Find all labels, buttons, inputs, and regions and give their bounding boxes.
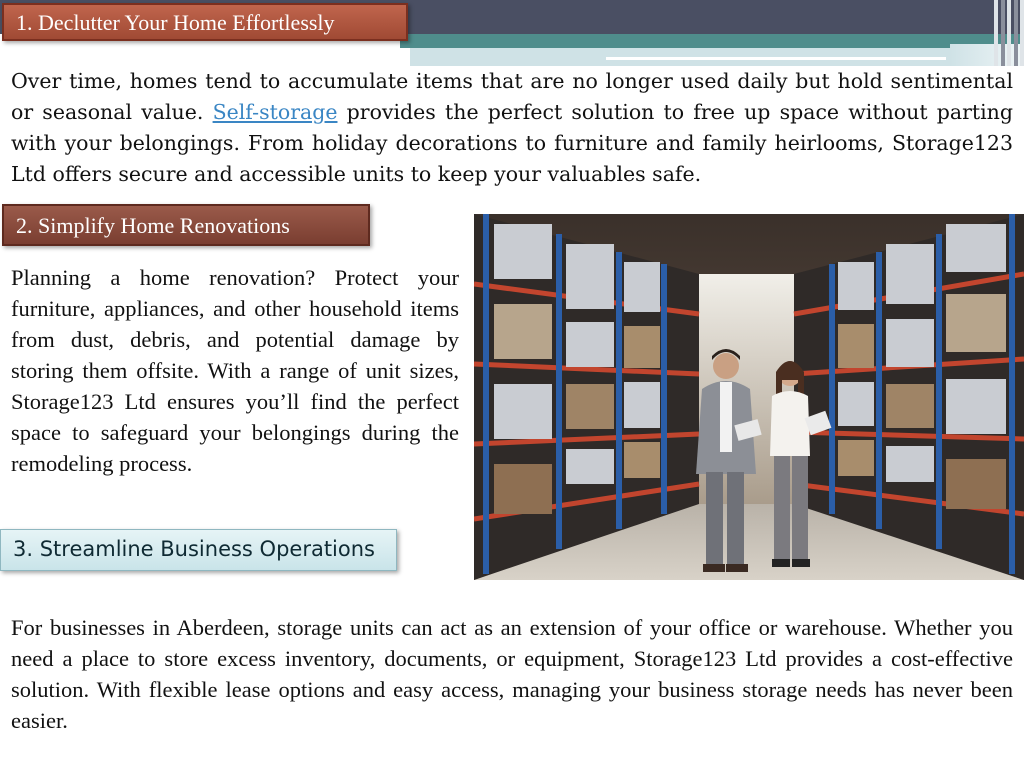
section-paragraph-renovations: Planning a home renovation? Protect your furniture, appliances, and other household items from dust, debris, and potential damage by storing them offsite. With a range of unit sizes, Storage123 Ltd ensures you’ll find the perfect space to safeguard your belongings during the remodeling process.	[11, 265, 459, 476]
section-heading-renovations: 2. Simplify Home Renovations	[2, 204, 370, 246]
section-paragraph-business: For businesses in Aberdeen, storage units can act as an extension of your office or warehouse. Whether you need a place to store excess inventory, documents, or equipment, Storage123 Ltd provides a cost-effective solution. With flexible lease options and easy access, managing your business storage needs has never been easier.	[11, 615, 1013, 733]
header-band-line	[606, 57, 946, 60]
warehouse-photo	[474, 214, 1024, 580]
section-heading-business: 3. Streamline Business Operations	[0, 529, 397, 571]
self-storage-link[interactable]: Self-storage	[212, 100, 338, 124]
header-vertical-stripes	[994, 0, 1024, 66]
paragraph-text: Over time, homes tend to accumulate items that are no longer used daily but hold sentimental or seasonal value.	[11, 69, 1013, 124]
section-paragraph-declutter	[11, 66, 1013, 190]
section-heading-declutter: 1. Declutter Your Home Effortlessly	[2, 3, 408, 41]
paragraph-text: provides the perfect solution to free up space without parting with your belongings. From holiday decorations to furniture and family heirlooms, Storage123 Ltd offers secure and accessible units to keep your valuables safe.	[11, 100, 1013, 186]
header-band-teal	[400, 34, 1024, 48]
